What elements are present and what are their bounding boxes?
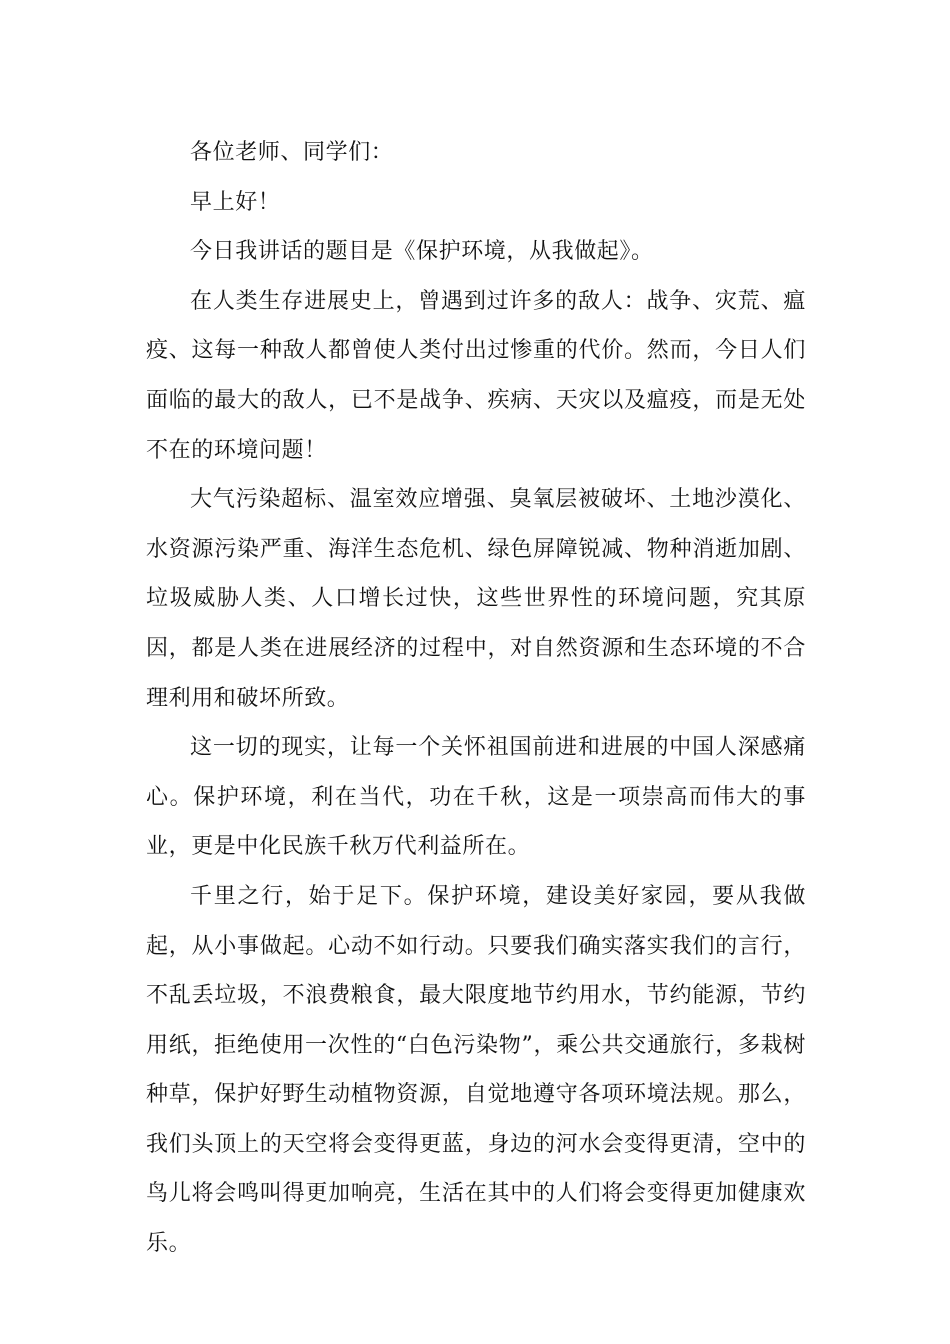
greeting-paragraph: 早上好！ bbox=[190, 189, 281, 215]
salutation-paragraph: 各位老师、同学们： bbox=[190, 140, 394, 165]
body-paragraph: 在人类生存进展史上，曾遇到过许多的敌人：战争、灾荒、瘟疫、这每一种敌人都曾使人类付出过惨重的代价。然而，今日人们面临的最大的敌人，已不是战争、疾病、天灾以及瘟疫，而是无处不在的环境问题！ bbox=[146, 288, 806, 463]
body-paragraph: 千里之行，始于足下。保护环境，建设美好家园，要从我做起，从小事做起。心动不如行动。只要我们确实落实我们的言行，不乱丢垃圾，不浪费粮食，最大限度地节约用水，节约能源，节约用纸，拒绝使用一次性的“白色污染物”，乘公共交通旅行，多栽树种草，保护好野生动植物资源，自觉地遵守各项环境法规。那么，我们头顶上的天空将会变得更蓝，身边的河水会变得更清，空中的鸟儿将会鸣叫得更加响亮，生活在其中的人们将会变得更加健康欢乐。 bbox=[146, 883, 806, 1257]
topic-paragraph: 今日我讲话的题目是《保护环境，从我做起》。 bbox=[190, 239, 654, 265]
body-paragraph: 大气污染超标、温室效应增强、臭氧层被破坏、土地沙漠化、水资源污染严重、海洋生态危机、绿色屏障锐减、物种消逝加剧、垃圾威胁人类、人口增长过快，这些世界性的环境问题，究其原因，都是人类在进展经济的过程中，对自然资源和生态环境的不合理利用和破坏所致。 bbox=[146, 487, 806, 711]
body-paragraph: 这一切的现实，让每一个关怀祖国前进和进展的中国人深感痛心。保护环境，利在当代，功在千秋，这是一项崇高而伟大的事业，更是中化民族千秋万代利益所在。 bbox=[146, 735, 806, 860]
document-body bbox=[146, 128, 806, 1269]
